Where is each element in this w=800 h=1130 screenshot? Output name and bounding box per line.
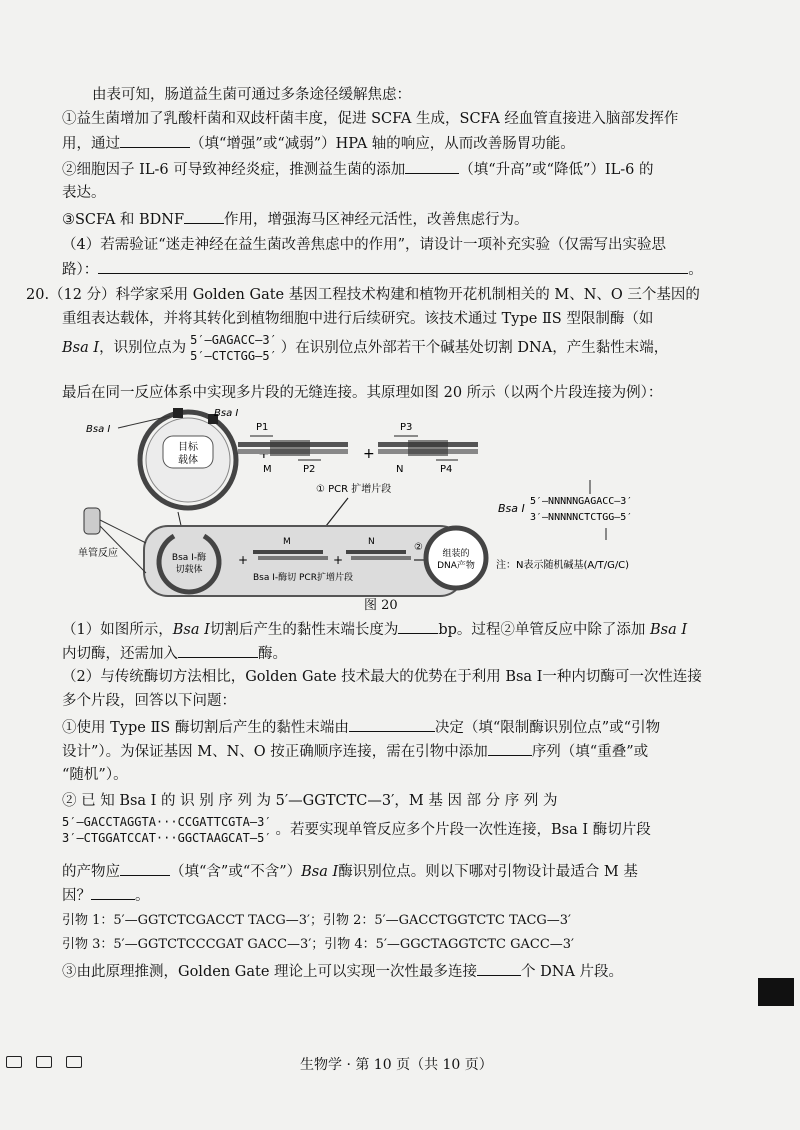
recognition-site-seq: [190, 332, 277, 364]
item2-prefix: ②细胞因子 IL-6 可导致神经炎症，推测益生菌的添加: [62, 162, 406, 178]
figure-20-diagram: [78, 408, 718, 608]
answer-blank[interactable]: [120, 860, 170, 876]
q20-line1: 20.（12 分）科学家采用 Golden Gate 基因工程技术构建和植物开花机制相关的 M、N、O 三个基因的: [26, 287, 700, 303]
fragment-m-label: M: [283, 537, 291, 547]
step2-label: ②: [414, 542, 423, 553]
item3-line: [62, 208, 712, 231]
cut-pcr-label: Bsa Ⅰ-酶切 PCR扩增片段: [253, 573, 353, 583]
answer-blank[interactable]: [120, 132, 190, 148]
step1-label: ① PCR 扩增片段: [316, 484, 392, 495]
sub2-a-suffix: 决定（填“限制酶识别位点”或“引物: [434, 720, 661, 736]
sub2-b-line1: ② 已 知 Bsa Ⅰ 的 识 别 序 列 为 5′—GGTCTC—3′，M 基 因 部 分 序 列 为: [62, 793, 558, 809]
sub2-b-seq-line: [62, 814, 712, 854]
q20-line3-mid: ，识别位点为: [99, 340, 187, 356]
cut-fragment-m: [258, 556, 328, 560]
answer-blank[interactable]: [488, 740, 532, 756]
sub1-line2-suffix: 酶。: [258, 646, 287, 662]
item2-line1: [62, 158, 712, 181]
sub2-b3-prefix: 的产物应: [62, 864, 120, 880]
page-footer: 生物学 · 第 10 页（共 10 页）: [300, 1057, 493, 1073]
cut-fragment-m: [253, 550, 323, 554]
pointer-line: [100, 520, 146, 543]
item3-suffix: 作用，增强海马区神经元活性，改善焦虑行为。: [224, 212, 529, 228]
cut-fragment-n: [346, 550, 406, 554]
item1-suffix: （填“增强”或“减弱”）HPA 轴的响应，从而改善肠胃功能。: [190, 136, 575, 152]
item4-prefix: 路）：: [62, 262, 99, 278]
item1-line2: [62, 132, 712, 155]
sub2-b-after-seq: 。若要实现单管反应多个片段一次性连接，Bsa Ⅰ 酶切片段: [275, 822, 651, 838]
bsa-enzyme-name: Bsa Ⅰ: [172, 622, 210, 638]
fragment-n-label: N: [396, 464, 404, 475]
primer-p2-label: P2: [303, 464, 316, 475]
gene-n-region: [408, 440, 448, 456]
m-gene-seq-bottom: 3′—CTGGATCCAT···GGCTAAGCAT—5′: [62, 831, 272, 845]
sub2-a-line1: [62, 716, 712, 739]
assembled-label-2: DNA产物: [437, 561, 475, 571]
sub1-suffix: bp。过程②单管反应中除了添加: [438, 622, 646, 638]
site-top-seq: 5′—NNNNNGAGACC—3′: [530, 496, 633, 507]
q20-line4: 最后在同一反应体系中实现多片段的无缝连接。其原理如图 20 所示（以两个片段连接为例）：: [62, 385, 663, 401]
single-tube-label: 单管反应: [78, 548, 118, 559]
cut-vector-label-1: Bsa Ⅰ-酶: [171, 553, 207, 563]
sub2-b3-suffix: 酶识别位点。则以下哪对引物设计最适合 M 基: [338, 864, 638, 880]
sub2-c-prefix: ③由此原理推测，Golden Gate 理论上可以实现一次性最多连接: [62, 964, 478, 980]
bsa-label-top: Bsa Ⅰ: [214, 408, 239, 419]
site-enzyme-label: Bsa Ⅰ: [498, 502, 525, 515]
figure-title: 图 20: [364, 598, 398, 613]
answer-blank[interactable]: [349, 716, 435, 732]
sub1-line1: [62, 618, 712, 641]
target-vector-label-1: 目标: [178, 442, 198, 453]
fragment-n-label: N: [368, 537, 375, 547]
seq-top: 5′—GAGACC—3′: [190, 333, 277, 347]
bsa-enzyme-name: Bsa Ⅰ: [62, 340, 100, 356]
target-vector-label-2: 载体: [178, 455, 198, 466]
answer-blank[interactable]: [178, 642, 258, 658]
sub2-a2-prefix: 设计”）。为保证基因 M、N、O 按正确顺序连接，需在引物中添加: [62, 744, 488, 760]
item3-prefix: ③SCFA 和 BDNF: [62, 212, 185, 228]
bsa-site-mark: [173, 408, 183, 418]
m-gene-seq: [62, 814, 272, 846]
primer-p3-label: P3: [400, 422, 413, 433]
sub1-mid: 切割后产生的黏性末端长度为: [209, 622, 399, 638]
sub2-a-prefix: ①使用 Type ⅡS 酶切割后产生的黏性末端由: [62, 720, 349, 736]
sub2-a-line3: “随机”）。: [62, 767, 128, 783]
corner-box: [36, 1056, 52, 1068]
primer-options-line1: 引物 1：5′—GGTCTCGACCT TACG—3′；引物 2：5′—GACCTGGTCTC TACG—3′: [62, 913, 572, 928]
figure-note: 注：N表示随机碱基(A/T/G/C): [496, 560, 630, 571]
sub2-b3-mid: （填“含”或“不含”）: [170, 864, 302, 880]
tube-icon: [84, 508, 100, 534]
bsa-enzyme-name: Bsa Ⅰ: [650, 622, 688, 638]
answer-blank[interactable]: [398, 618, 438, 634]
bsa-enzyme-name: Bsa Ⅰ: [301, 864, 339, 880]
sub2-a2-suffix: 序列（填“重叠”或: [531, 744, 649, 760]
sub2-b-line3: [62, 860, 712, 883]
item1-prefix: 用，通过: [62, 136, 120, 152]
plus-sign: +: [333, 553, 344, 567]
sub1-prefix: （1）如图所示，: [62, 622, 173, 638]
sub2-b4-suffix: 。: [135, 888, 150, 904]
answer-blank[interactable]: [405, 158, 459, 174]
seq-bottom: 5′—CTCTGG—5′: [190, 349, 277, 363]
scan-marker-block: [758, 978, 794, 1006]
sub1-line2-prefix: 内切酶，还需加入: [62, 646, 178, 662]
bsa-label-left: Bsa Ⅰ: [86, 424, 111, 435]
answer-blank[interactable]: [477, 960, 521, 976]
primer-p4-label: P4: [440, 464, 453, 475]
item4-line2: [62, 258, 712, 281]
q20-line3: [62, 332, 712, 376]
fragment-m-label: M: [263, 464, 272, 475]
corner-box: [66, 1056, 82, 1068]
m-gene-seq-top: 5′—GACCTAGGTA···CCGATTCGTA—3′: [62, 815, 272, 829]
plus-sign: +: [363, 446, 375, 462]
primer-options-line2: 引物 3：5′—GGTCTCCCGAT GACC—3′；引物 4：5′—GGCTAGGTCTC GACC—3′: [62, 937, 574, 952]
sub2-b-line4: [62, 884, 712, 907]
item2-line2: 表达。: [62, 185, 106, 201]
step1-arrow: [326, 498, 348, 526]
answer-blank[interactable]: [91, 884, 135, 900]
cut-vector-label-2: 切载体: [175, 565, 203, 575]
sub2-line2: 多个片段，回答以下问题：: [62, 693, 236, 709]
q20-line3-suffix: ）在识别位点外部若干个碱基处切割 DNA，产生黏性末端，: [280, 340, 669, 356]
site-bottom-seq: 3′—NNNNNCTCTGG—5′: [530, 512, 633, 523]
gene-m-region: [270, 440, 310, 456]
sub2-c-suffix: 个 DNA 片段。: [521, 964, 624, 980]
sub1-line2: [62, 642, 712, 665]
primer-p1-label: P1: [256, 422, 269, 433]
q20-line2: 重组表达载体，并将其转化到植物细胞中进行后续研究。该技术通过 Type ⅡS 型限制酶（如: [62, 311, 654, 327]
assembled-label-1: 组装的: [442, 549, 470, 559]
item2-suffix: （填“升高”或“降低”）IL-6 的: [459, 162, 654, 178]
sub2-line1: （2）与传统酶切方法相比，Golden Gate 技术最大的优势在于利用 Bsa Ⅰ一种内切酶可一次性连接: [62, 669, 702, 685]
sub2-c-line: [62, 960, 712, 983]
item1-line1: ①益生菌增加了乳酸杆菌和双歧杆菌丰度，促进 SCFA 生成，SCFA 经血管直接进入脑部发挥作: [62, 111, 679, 127]
sub2-b4-prefix: 因？: [62, 888, 91, 904]
sub2-a-line2: [62, 740, 712, 763]
cut-fragment-n: [351, 556, 411, 560]
answer-blank[interactable]: [184, 208, 224, 224]
item4-line1: （4）若需验证“迷走神经在益生菌改善焦虑中的作用”，请设计一项补充实验（仅需写出实验思: [62, 237, 667, 253]
section-intro: 由表可知，肠道益生菌可通过多条途径缓解焦虑：: [92, 87, 411, 103]
item4-suffix: 。: [688, 262, 703, 278]
plus-sign: +: [238, 553, 249, 567]
answer-blank[interactable]: [98, 258, 688, 274]
corner-box: [6, 1056, 22, 1068]
